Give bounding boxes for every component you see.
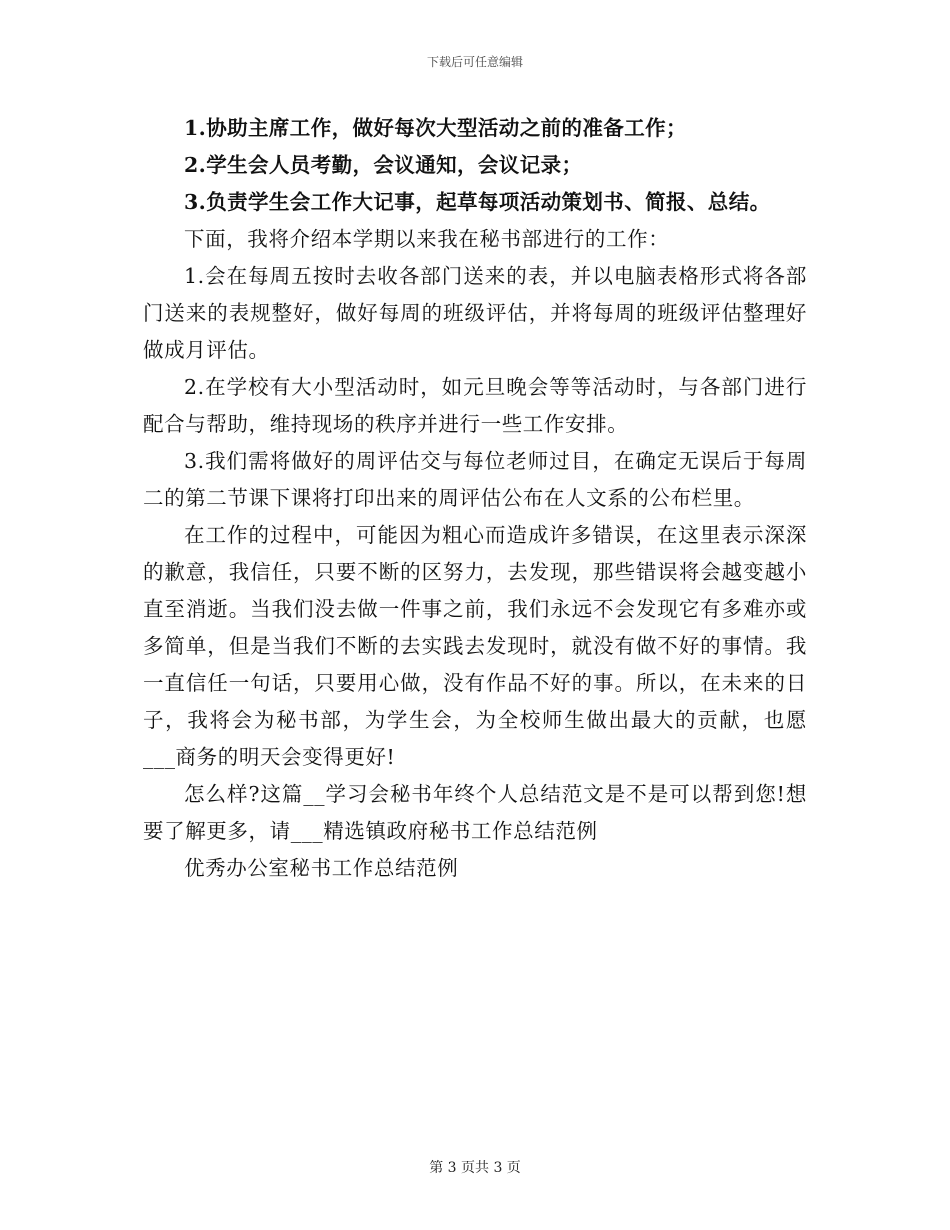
page-header: 下载后可任意编辑	[426, 55, 523, 69]
duty-item-1: 1.协助主席工作，做好每次大型活动之前的准备工作；	[184, 116, 687, 140]
duty-item-3: 3.负责学生会工作大记事，起草每项活动策划书、简报、总结。	[184, 190, 771, 214]
promo-paragraph: 怎么样?这篇__学习会秘书年终个人总结范文是不是可以帮到您!想要了解更多，请___精选镇政府秘书工作总结范例	[143, 782, 807, 843]
duty-item-2: 2.学生会人员考勤，会议通知，会议记录；	[184, 153, 583, 177]
document-body	[143, 110, 807, 887]
work-item-3: 3.我们需将做好的周评估交与每位老师过目，在确定无误后于每周二的第二节课下课将打印出来的周评估公布在人文系的公布栏里。	[143, 449, 807, 510]
closing-paragraph: 在工作的过程中，可能因为粗心而造成许多错误，在这里表示深深的歉意，我信任，只要不断的区努力，去发现，那些错误将会越变越小直至消逝。当我们没去做一件事之前，我们永远不会发现它有多难亦或多简单，但是当我们不断的去实践去发现时，就没有做不好的事情。我一直信任一句话，只要用心做，没有作品不好的事。所以，在未来的日子，我将会为秘书部，为学生会，为全校师生做出最大的贡献，也愿___商务的明天会变得更好!	[143, 523, 807, 769]
work-item-1: 1.会在每周五按时去收各部门送来的表，并以电脑表格形式将各部门送来的表规整好，做好每周的班级评估，并将每周的班级评估整理好做成月评估。	[143, 264, 807, 362]
intro-paragraph: 下面，我将介绍本学期以来我在秘书部进行的工作：	[184, 227, 670, 251]
work-item-2: 2.在学校有大小型活动时，如元旦晚会等等活动时，与各部门进行配合与帮助，维持现场的秩序并进行一些工作安排。	[143, 375, 807, 436]
page-number: 第 3 页共 3 页	[429, 1160, 521, 1176]
related-link-text: 优秀办公室秘书工作总结范例	[184, 856, 459, 880]
